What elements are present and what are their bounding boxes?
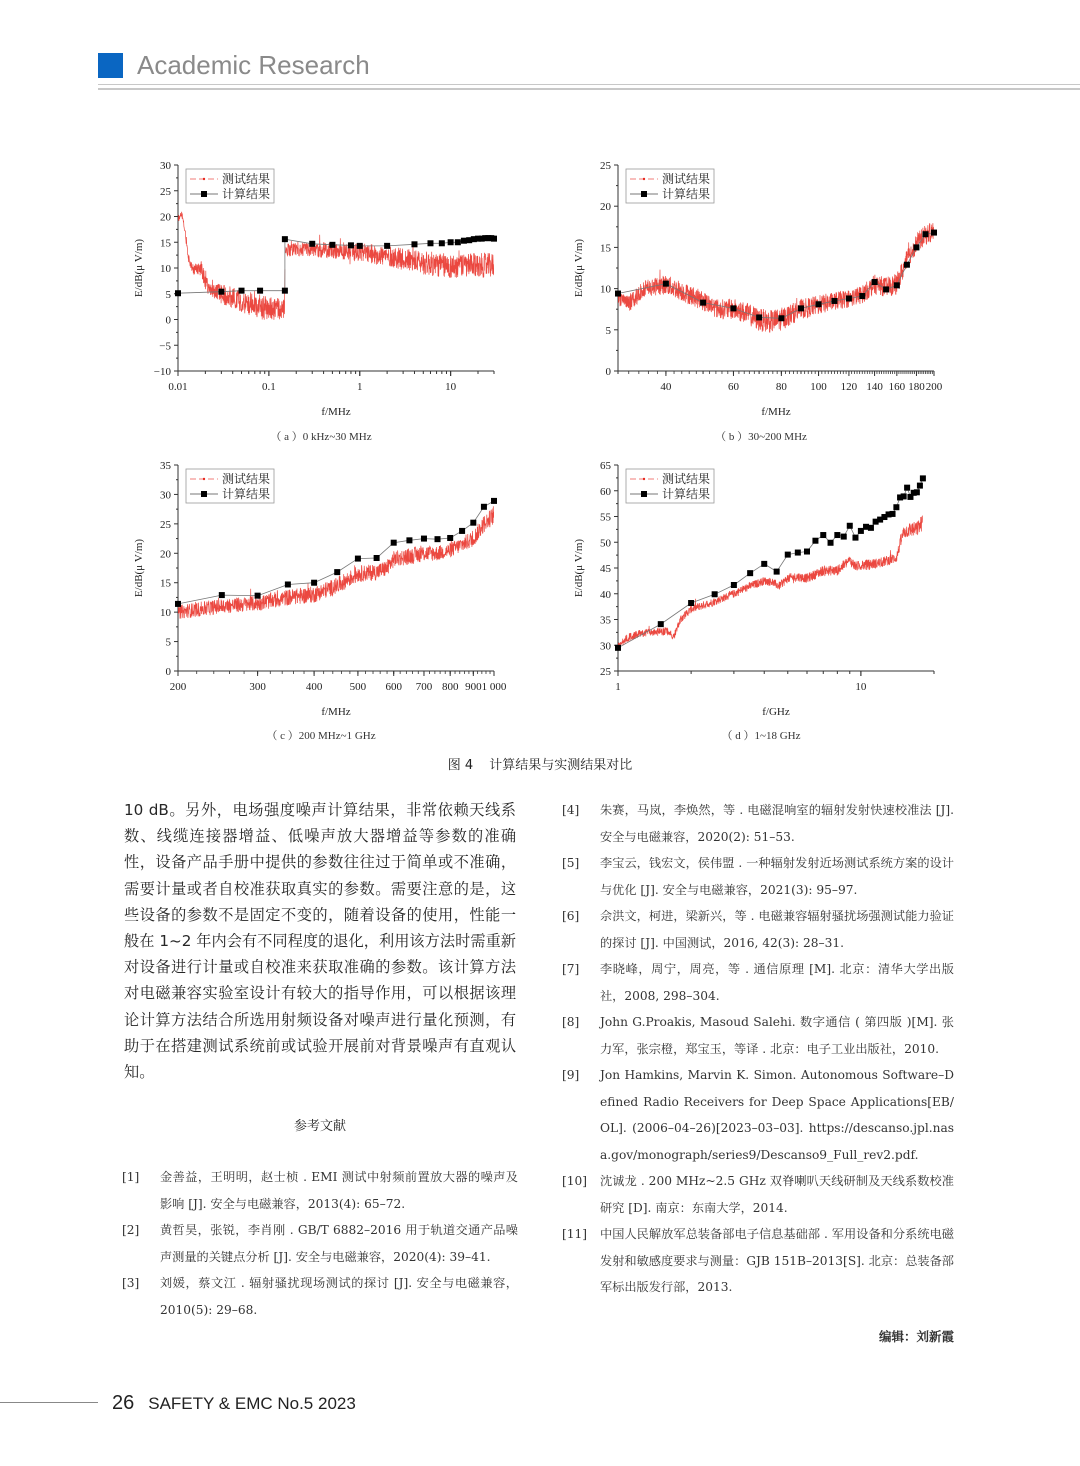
- calculated-point: [868, 525, 874, 531]
- calculated-point: [804, 549, 810, 555]
- legend-measured-label: 测试结果: [662, 172, 711, 186]
- reference-item: [562, 850, 954, 903]
- y-tick-label: 25: [600, 666, 611, 678]
- body-paragraph: 10 dB。另外，电场强度噪声计算结果，非常依赖天线系数、线缆连接器增益、低噪声放大器增益等参数的准确性，设备产品手册中提供的参数往往过于简单或不准确，需要计量或者自校准获取真实的参数。需要注意的是，这些设备的参数不是固定不变的，随着设备的使用，性能一般在 1~2 年内会有不同程度的退化，利用该方法时需重新对设备进行计量或自校准来获取准确的参数。该计算方法对电磁兼容实验室设计有较大的指导作用，可以根据该理论计算方法结合所选用射频设备对噪声进行量化预测，有助于在搭建测试系统前或试验开展前对背景噪声有直观认知。: [124, 801, 516, 1082]
- legend-calculated-label: 计算结果: [222, 187, 271, 201]
- x-tick-label: 120: [840, 381, 858, 393]
- legend-measured-label: 测试结果: [222, 172, 271, 186]
- reference-item: [562, 1009, 954, 1062]
- reference-item: [562, 1221, 954, 1301]
- calculated-point: [785, 552, 791, 558]
- calculated-point: [883, 286, 889, 292]
- calculated-point: [411, 241, 417, 247]
- references-left-column: [122, 1164, 518, 1323]
- calculated-point: [435, 536, 441, 542]
- calculated-point: [831, 298, 837, 304]
- y-tick-label: 15: [160, 577, 171, 590]
- calculated-point: [761, 561, 767, 567]
- calculated-point: [239, 288, 245, 294]
- y-tick-label: 0: [165, 666, 171, 678]
- calculated-point: [859, 293, 865, 299]
- calculated-point: [615, 645, 621, 651]
- chart-c: [130, 455, 510, 729]
- legend-calculated-marker: [201, 191, 207, 197]
- calculated-point: [406, 537, 412, 543]
- x-tick-label: 160: [888, 381, 906, 393]
- y-tick-label: −5: [159, 340, 171, 353]
- reference-number: [9]: [562, 1068, 580, 1082]
- y-tick-label: 35: [600, 614, 611, 627]
- calculated-point: [816, 301, 822, 307]
- x-tick-label: 140: [866, 381, 883, 393]
- calculated-point: [931, 230, 937, 236]
- chart-b: [570, 155, 950, 429]
- chart-legend: [186, 469, 274, 503]
- legend-calculated-marker: [641, 191, 647, 197]
- calculated-point: [219, 592, 225, 598]
- plot-area: [178, 212, 494, 320]
- reference-text: Jon Hamkins, Marvin K. Simon. Autonomous Software–Defined Radio Receivers for Deep Space Applications[EB/OL]. (2006–04–26)[2023–03–03]. https://descanso.jpl.nasa.gov/monograph/series9/Descanso9_Full_rev2.pdf.: [600, 1068, 954, 1162]
- page-number: 26: [112, 1392, 135, 1414]
- calculated-point: [917, 483, 923, 489]
- calculated-point: [852, 535, 858, 541]
- x-tick-label: 1: [615, 681, 621, 693]
- y-tick-label: 50: [600, 537, 611, 550]
- reference-number: [3]: [122, 1276, 140, 1290]
- reference-item: [562, 797, 954, 850]
- x-tick-label: 700: [415, 681, 433, 693]
- reference-text: 沈诚龙 . 200 MHz~2.5 GHz 双脊喇叭天线研制及天线系数校准研究 [D]. 南京：东南大学，2014.: [600, 1174, 954, 1215]
- y-tick-label: 60: [600, 485, 611, 498]
- x-axis-label: f/MHz: [761, 406, 791, 418]
- editor-credit: 编辑：刘新霞: [878, 1329, 954, 1344]
- calculated-point: [920, 475, 926, 481]
- x-tick-label: 800: [441, 681, 459, 693]
- x-tick-label: 0.01: [168, 381, 188, 393]
- calculated-point: [756, 314, 762, 320]
- reference-item: [562, 1168, 954, 1221]
- plot-area: [618, 223, 934, 332]
- calculated-point: [615, 291, 621, 297]
- calculated-point: [447, 535, 453, 541]
- reference-number: [6]: [562, 909, 580, 923]
- y-tick-label: 10: [160, 607, 171, 620]
- y-tick-label: 45: [600, 563, 611, 575]
- calculated-point: [461, 238, 467, 244]
- x-tick-label: 180: [908, 381, 925, 393]
- calculated-point: [894, 282, 900, 288]
- calculated-point: [282, 288, 288, 294]
- reference-text: John G.Proakis, Masoud Salehi. 数字通信 ( 第四版 )[M]. 张力军，张宗橙，郑宝玉，等译 . 北京：电子工业出版社，2010.: [600, 1015, 954, 1056]
- section-header: [98, 50, 370, 80]
- y-tick-label: 10: [160, 263, 171, 275]
- x-tick-label: 200: [925, 381, 943, 393]
- x-tick-label: 10: [445, 381, 457, 393]
- calculated-point: [448, 239, 454, 245]
- calculated-point: [893, 504, 899, 510]
- calculated-point: [774, 569, 780, 575]
- calculated-point: [901, 493, 907, 499]
- x-tick-label: 60: [727, 381, 739, 393]
- y-tick-label: 25: [160, 518, 171, 531]
- calculated-point: [688, 600, 694, 606]
- calculated-point: [795, 550, 801, 556]
- legend-measured-marker: [643, 478, 645, 480]
- chart-a: [130, 155, 510, 429]
- calculated-point: [309, 241, 315, 247]
- x-tick-label: 0.1: [262, 381, 276, 393]
- page-footer: [112, 1392, 356, 1415]
- calculated-point: [459, 528, 465, 534]
- reference-text: 中国人民解放军总装备部电子信息基础部 . 军用设备和分系统电磁发射和敏感度要求与测量：GJB 151B–2013[S]. 北京：总装备部军标出版发行部，2013.: [600, 1227, 954, 1294]
- x-axis-label: f/MHz: [321, 706, 351, 718]
- reference-number: [10]: [562, 1174, 588, 1188]
- y-tick-label: 35: [160, 460, 171, 472]
- header-rule: [98, 84, 1080, 85]
- legend-measured-marker: [203, 478, 205, 480]
- y-tick-label: 5: [165, 288, 171, 301]
- calculated-point: [285, 581, 291, 587]
- chart-b-subcaption: （ b ）30~200 MHz: [715, 431, 807, 443]
- calculated-point: [439, 240, 445, 246]
- y-tick-label: 20: [160, 211, 171, 224]
- figure-caption-text: 计算结果与实测结果对比: [489, 758, 633, 773]
- y-axis-label: E/dB(μ V/m): [573, 238, 585, 298]
- reference-item: [122, 1270, 518, 1323]
- y-axis-label: E/dB(μ V/m): [133, 538, 145, 598]
- reference-number: [11]: [562, 1227, 588, 1241]
- chart-d: [570, 455, 950, 729]
- calculated-point: [391, 540, 397, 546]
- calculated-point: [904, 262, 910, 268]
- measured-series-line: [618, 516, 923, 647]
- x-tick-label: 80: [775, 381, 787, 393]
- reference-number: [1]: [122, 1170, 140, 1184]
- legend-calculated-label: 计算结果: [662, 487, 711, 501]
- reference-number: [7]: [562, 962, 580, 976]
- chart-legend: [186, 169, 274, 203]
- legend-measured-label: 测试结果: [662, 472, 711, 486]
- x-axis-label: f/MHz: [321, 406, 351, 418]
- y-tick-label: 15: [160, 237, 171, 250]
- reference-item: [562, 1062, 954, 1168]
- chart-a-subcaption: （ a ）0 kHz~30 MHz: [270, 431, 372, 443]
- y-tick-label: 10: [600, 283, 611, 296]
- calculated-point: [922, 231, 928, 237]
- calculated-point: [455, 239, 461, 245]
- calculated-point: [282, 236, 288, 242]
- y-tick-label: 30: [600, 640, 611, 653]
- calculated-point: [820, 532, 826, 538]
- reference-text: 佘洪文，柯进，梁新兴，等 . 电磁兼容辐射骚扰场强测试能力验证的探讨 [J]. 中国测试，2016, 42(3): 28–31.: [600, 909, 954, 950]
- reference-text: 黄哲昊，张锐，李肖刚 . GB/T 6882–2016 用于轨道交通产品噪声测量的关键点分析 [J]. 安全与电磁兼容，2020(4): 39–41.: [160, 1223, 518, 1264]
- journal-issue: SAFETY & EMC No.5 2023: [148, 1394, 356, 1413]
- y-tick-label: 40: [600, 588, 611, 601]
- x-tick-label: 900: [465, 681, 482, 693]
- plot-area: [618, 516, 923, 647]
- calculated-point: [663, 281, 669, 287]
- reference-number: [2]: [122, 1223, 140, 1237]
- measured-series-line: [178, 506, 494, 618]
- calculated-point: [712, 591, 718, 597]
- calculated-point: [329, 242, 335, 248]
- calculated-point: [914, 489, 920, 495]
- header-rule-thick: [98, 88, 1080, 90]
- section-title: Academic Research: [137, 49, 370, 80]
- calculated-point: [218, 289, 224, 295]
- calculated-point: [700, 300, 706, 306]
- plot-area: [178, 506, 494, 618]
- measured-series-line: [618, 223, 934, 332]
- chart-d-subcaption: （ d ）1~18 GHz: [721, 730, 801, 742]
- y-tick-label: 25: [160, 185, 171, 198]
- chart-svg: [130, 455, 510, 725]
- calculated-point: [904, 485, 910, 491]
- x-tick-label: 300: [249, 681, 266, 693]
- legend-calculated-label: 计算结果: [222, 487, 271, 501]
- calculated-point: [357, 243, 363, 249]
- legend-calculated-marker: [201, 491, 207, 497]
- section-color-block: [98, 53, 123, 78]
- x-tick-label: 600: [385, 681, 402, 693]
- y-tick-label: 55: [600, 511, 611, 524]
- footer-rule: [0, 1402, 98, 1403]
- x-tick-label: 200: [169, 681, 187, 693]
- calculated-point: [175, 601, 181, 607]
- y-axis-label: E/dB(μ V/m): [573, 538, 585, 598]
- calculated-point: [384, 243, 390, 249]
- legend-measured-label: 测试结果: [222, 472, 271, 486]
- y-axis-label: E/dB(μ V/m): [133, 238, 145, 298]
- chart-svg: [570, 155, 950, 425]
- chart-svg: [570, 455, 950, 725]
- calculated-point: [890, 511, 896, 517]
- y-tick-label: 30: [160, 160, 171, 172]
- x-tick-label: 500: [349, 681, 367, 693]
- calculated-point: [841, 534, 847, 540]
- y-tick-label: −10: [153, 366, 171, 378]
- calculated-point: [846, 295, 852, 301]
- reference-item: [122, 1217, 518, 1270]
- calculated-point: [658, 621, 664, 627]
- y-tick-label: 65: [600, 460, 611, 472]
- reference-item: [122, 1164, 518, 1217]
- y-tick-label: 30: [160, 489, 171, 502]
- calculated-point: [348, 242, 354, 248]
- chart-legend: [626, 169, 714, 203]
- calculated-point: [470, 520, 476, 526]
- calculated-series-line: [618, 233, 934, 319]
- reference-text: 朱赛，马岚，李焕然，等 . 电磁混响室的辐射发射快速校准法 [J]. 安全与电磁兼容，2020(2): 51–53.: [600, 803, 954, 844]
- x-axis-label: f/GHz: [762, 706, 790, 718]
- reference-number: [4]: [562, 803, 580, 817]
- calculated-point: [481, 504, 487, 510]
- calculated-point: [311, 580, 317, 586]
- calculated-point: [334, 569, 340, 575]
- reference-text: 李宝云，钱宏文，侯伟盟 . 一种辐射发射近场测试系统方案的设计与优化 [J]. 安全与电磁兼容，2021(3): 95–97.: [600, 856, 954, 897]
- reference-text: 金善益，王明明，赵士桢 . EMI 测试中射频前置放大器的噪声及影响 [J]. 安全与电磁兼容，2013(4): 65–72.: [160, 1170, 518, 1211]
- chart-svg: [130, 155, 510, 425]
- calculated-point: [427, 240, 433, 246]
- y-tick-label: 15: [600, 242, 611, 255]
- x-tick-label: 100: [810, 381, 827, 393]
- chart-legend: [626, 469, 714, 503]
- calculated-point: [834, 532, 840, 538]
- calculated-point: [491, 498, 497, 504]
- measured-series-line: [178, 212, 285, 320]
- x-tick-label: 10: [855, 681, 867, 693]
- reference-number: [8]: [562, 1015, 580, 1029]
- x-tick-label: 1: [357, 381, 363, 393]
- reference-text: 刘媛，蔡文江 . 辐射骚扰现场测试的探讨 [J]. 安全与电磁兼容，2010(5): 29–68.: [160, 1276, 518, 1317]
- reference-item: [562, 956, 954, 1009]
- reference-item: [562, 903, 954, 956]
- calculated-point: [374, 555, 380, 561]
- chart-c-subcaption: （ c ）200 MHz~1 GHz: [266, 730, 376, 742]
- calculated-point: [872, 279, 878, 285]
- legend-calculated-label: 计算结果: [662, 187, 711, 201]
- calculated-point: [731, 582, 737, 588]
- calculated-point: [798, 305, 804, 311]
- y-tick-label: 0: [605, 366, 611, 378]
- legend-calculated-marker: [641, 491, 647, 497]
- calculated-point: [355, 556, 361, 562]
- calculated-point: [175, 290, 181, 296]
- calculated-point: [847, 523, 853, 529]
- y-tick-label: 0: [165, 314, 171, 327]
- references-title: 参考文献: [293, 1119, 346, 1134]
- calculated-point: [255, 593, 261, 599]
- calculated-point: [491, 236, 497, 242]
- references-right-column: [562, 797, 954, 1301]
- reference-text: 李晓峰，周宁，周亮，等 . 通信原理 [M]. 北京：清华大学出版社，2008, 298–304.: [600, 962, 954, 1003]
- reference-number: [5]: [562, 856, 580, 870]
- legend-measured-marker: [203, 178, 205, 180]
- calculated-point: [421, 536, 427, 542]
- calculated-point: [257, 288, 263, 294]
- x-tick-label: 400: [305, 681, 323, 693]
- figure-label: 图 4: [447, 758, 474, 773]
- calculated-point: [828, 540, 834, 546]
- y-tick-label: 20: [160, 548, 171, 561]
- y-tick-label: 25: [600, 160, 611, 172]
- calculated-point: [858, 528, 864, 534]
- y-tick-label: 20: [600, 201, 611, 214]
- calculated-point: [730, 305, 736, 311]
- x-tick-label: 1 000: [481, 681, 507, 693]
- calculated-point: [913, 244, 919, 250]
- calculated-point: [778, 315, 784, 321]
- y-tick-label: 5: [605, 324, 611, 337]
- x-tick-label: 40: [660, 381, 672, 393]
- figure-caption: [0, 754, 1080, 773]
- calculated-point: [812, 538, 818, 544]
- y-tick-label: 5: [165, 636, 171, 649]
- calculated-point: [747, 570, 753, 576]
- legend-measured-marker: [643, 178, 645, 180]
